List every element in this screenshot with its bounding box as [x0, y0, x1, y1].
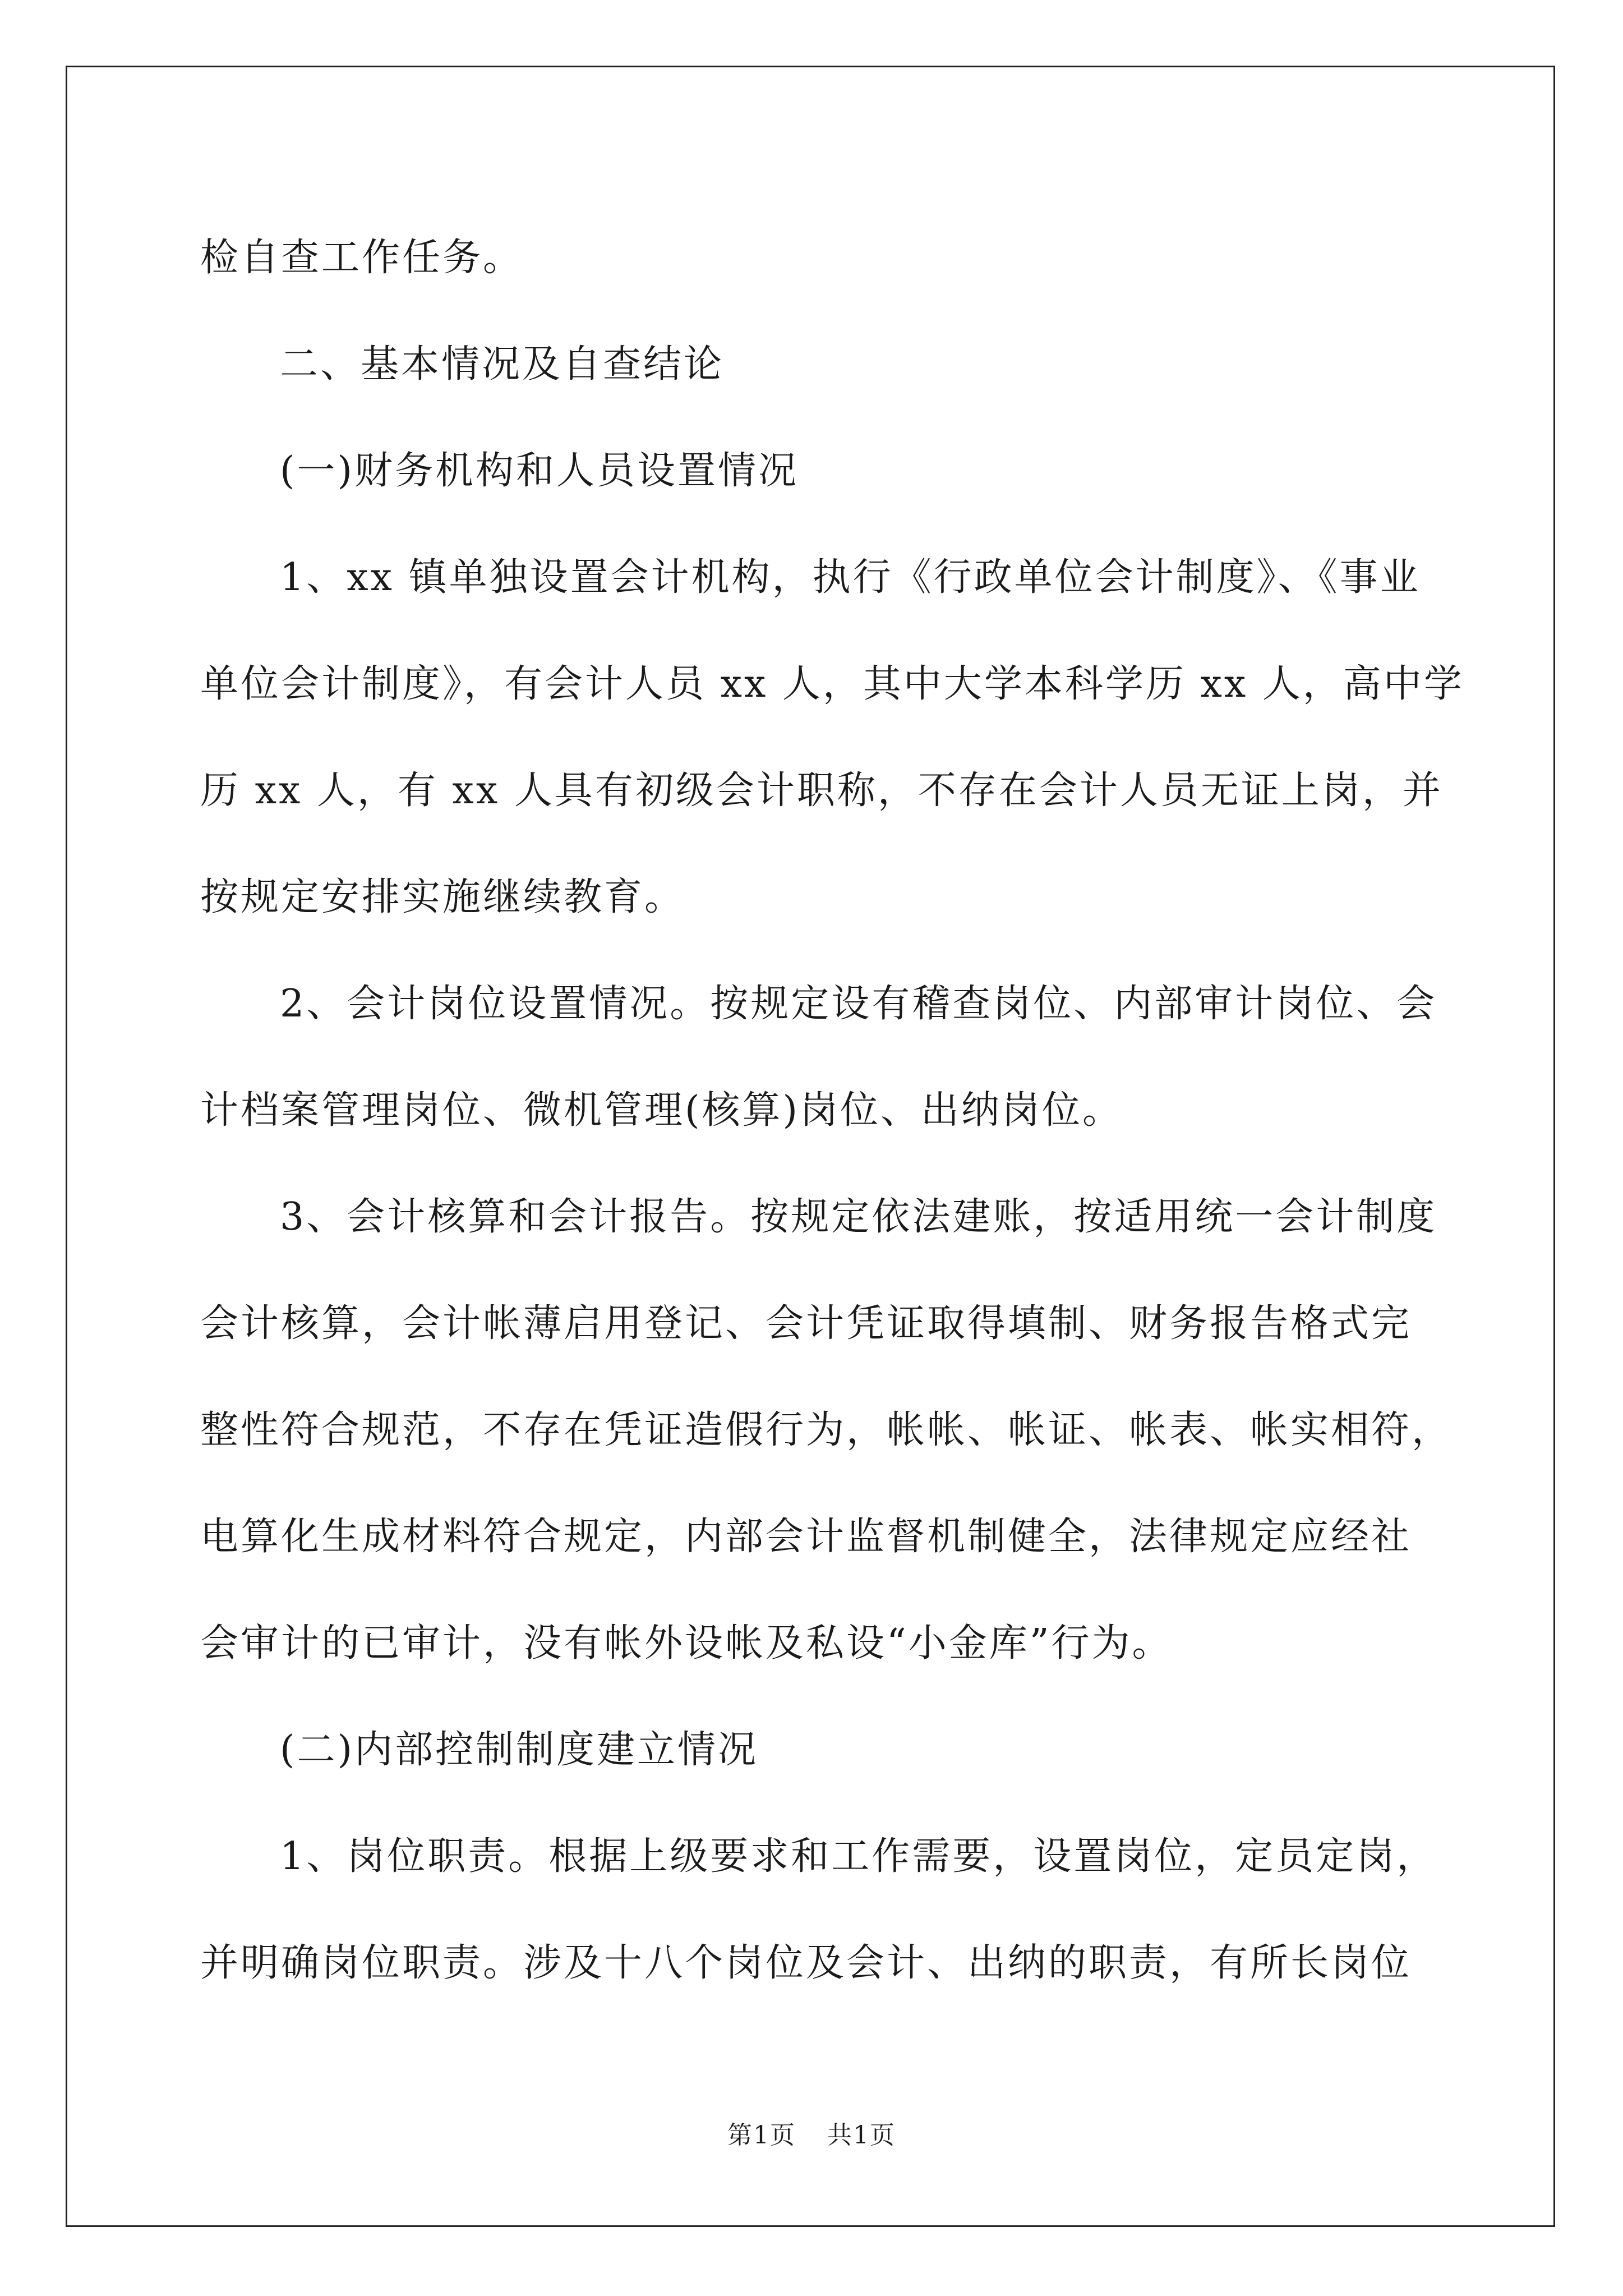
- text-line: 1、岗位职责。根据上级要求和工作需要，设置岗位，定员定岗，: [280, 1834, 1437, 1879]
- page-number: 第1页: [727, 2121, 796, 2150]
- page-total: 共1页: [827, 2121, 896, 2150]
- text-line: 2、会计岗位设置情况。按规定设有稽查岗位、内部审计岗位、会: [280, 982, 1437, 1026]
- section-heading: 二、基本情况及自查结论: [280, 342, 725, 386]
- page-footer: [0, 2115, 1623, 2151]
- text-line: 并明确岗位职责。涉及十八个岗位及会计、出纳的职责，有所长岗位: [200, 1941, 1412, 1985]
- subsection-heading: (二)内部控制制度建立情况: [280, 1728, 759, 1772]
- text-line: 检自查工作任务。: [200, 236, 524, 280]
- text-line: 会计核算，会计帐薄启用登记、会计凭证取得填制、财务报告格式完: [200, 1301, 1412, 1346]
- text-line: 按规定安排实施继续教育。: [200, 875, 685, 919]
- text-line: 历 xx 人，有 xx 人具有初级会计职称，不存在会计人员无证上岗，并: [200, 769, 1443, 813]
- text-line: 1、xx 镇单独设置会计机构，执行《行政单位会计制度》、《事业: [280, 555, 1421, 600]
- text-line: 计档案管理岗位、微机管理(核算)岗位、出纳岗位。: [200, 1088, 1123, 1133]
- text-line: 3、会计核算和会计报告。按规定依法建账，按适用统一会计制度: [280, 1195, 1437, 1239]
- text-line: 整性符合规范，不存在凭证造假行为，帐帐、帐证、帐表、帐实相符，: [200, 1408, 1453, 1452]
- text-line: 会审计的已审计，没有帐外设帐及私设“小金库”行为。: [200, 1621, 1173, 1665]
- text-line: 电算化生成材料符合规定，内部会计监督机制健全，法律规定应经社: [200, 1515, 1412, 1559]
- document-body: [200, 205, 1464, 2017]
- subsection-heading: (一)财务机构和人员设置情况: [280, 449, 799, 493]
- text-line: 单位会计制度》，有会计人员 xx 人，其中大学本科学历 xx 人，高中学: [200, 662, 1464, 706]
